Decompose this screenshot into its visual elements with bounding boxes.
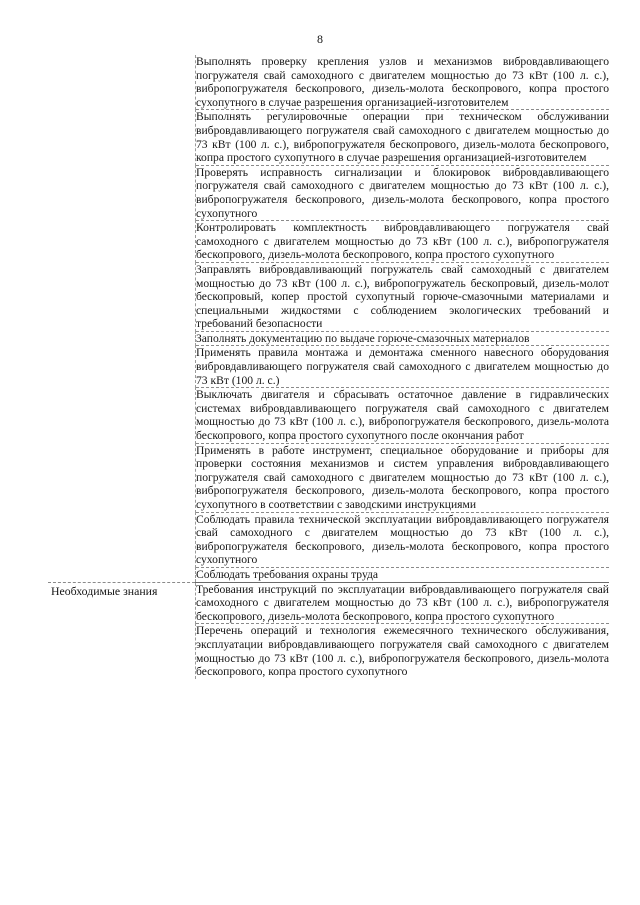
skill-item: Применять в работе инструмент, специальное оборудование и приборы для проверки состояния механизмов и систем управления вибровдавливающего погружателя свай самоходного с двигателем мощностью до 73 кВт (100 л. с.), вибропогружателя бескопрового, дизель-молота бескопрового, копра простого сухопутного в соответствии с заводскими инструкциями bbox=[196, 443, 609, 511]
table-row bbox=[48, 55, 609, 110]
skill-item: Выполнять проверку крепления узлов и механизмов вибровдавливающего погружателя свай самоходного с двигателем мощностью до 73 кВт (100 л. с.), вибропогружателя бескопрового, дизель-молота бескопрового, копра простого сухопутного в случае разрешения организацией-изготовителем bbox=[196, 55, 609, 109]
knowledge-item: Перечень операций и технология ежемесячного технического обслуживания, эксплуатации вибровдавливающего погружателя свай самоходного с двигателем мощностью до 73 кВт (100 л. с.), вибропогружателя бескопрового, дизель-молота бескопрового, копра простого сухопутного bbox=[196, 624, 609, 679]
page-number: 8 bbox=[317, 32, 323, 46]
skill-item: Проверять исправность сигнализации и блокировок вибровдавливающего погружателя свай самоходного с двигателем мощностью до 73 кВт (100 л. с.), вибропогружателя бескопрового, дизель-молота бескопрового, копра простого сухопутного bbox=[196, 165, 609, 220]
skill-item: Выключать двигателя и сбрасывать остаточное давление в гидравлических системах вибровдавливающего погружателя свай самоходного с двигателем мощностью до 73 кВт (100 л. с.), вибропогружателя бескопрового, дизель-молота бескопрового, копра простого сухопутного после окончания работ bbox=[196, 388, 609, 443]
skill-item: Заправлять вибровдавливающий погружатель свай самоходный с двигателем мощностью до 73 кВт (100 л. с.), вибропогружатель бескопровый, дизель-молот бескопровый, копер простой сухопутный горюче-смазочными материалами и специальными жидкостями с соблюдением экологических требований и требований безопасности bbox=[196, 262, 609, 331]
skill-item: Соблюдать правила технической эксплуатации вибровдавливающего погружателя свай самоходного с двигателем мощностью до 73 кВт (100 л. с.), вибропогружателя бескопрового, дизель-молота бескопрового, копра простого сухопутного bbox=[196, 512, 609, 567]
skill-item: Применять правила монтажа и демонтажа сменного навесного оборудования вибровдавливающего погружателя свай самоходного с двигателем мощностью до 73 кВт (100 л. с.) bbox=[196, 346, 609, 387]
knowledge-item: Требования инструкций по эксплуатации вибровдавливающего погружателя свай самоходного с двигателем мощностью до 73 кВт (100 л. с.), вибропогружателя бескопрового, дизель-молота бескопрового, копра простого сухопутного bbox=[196, 582, 609, 623]
skill-item: Заполнять документацию по выдаче горюче-смазочных материалов bbox=[196, 331, 610, 346]
skill-item: Выполнять регулировочные операции при техническом обслуживании вибровдавливающего погружателя свай самоходного с двигателем мощностью до 73 кВт (100 л. с.), вибропогружателя бескопрового, дизель-молота бескопрового, копра простого сухопутного в случае разрешения организацией-изготовителем bbox=[196, 110, 609, 165]
knowledge-label-cell bbox=[48, 582, 196, 679]
skills-label-cell bbox=[48, 55, 196, 582]
skill-item: Соблюдать требования охраны труда bbox=[196, 567, 610, 582]
requirements-table bbox=[48, 55, 609, 679]
skill-item: Контролировать комплектность вибровдавливающего погружателя свай самоходного с двигателем мощностью до 73 кВт (100 л. с.), вибропогружателя бескопрового, дизель-молота бескопрового, копра простого сухопутного bbox=[196, 221, 609, 262]
knowledge-label: Необходимые знания bbox=[51, 583, 158, 598]
table-row bbox=[48, 582, 609, 624]
